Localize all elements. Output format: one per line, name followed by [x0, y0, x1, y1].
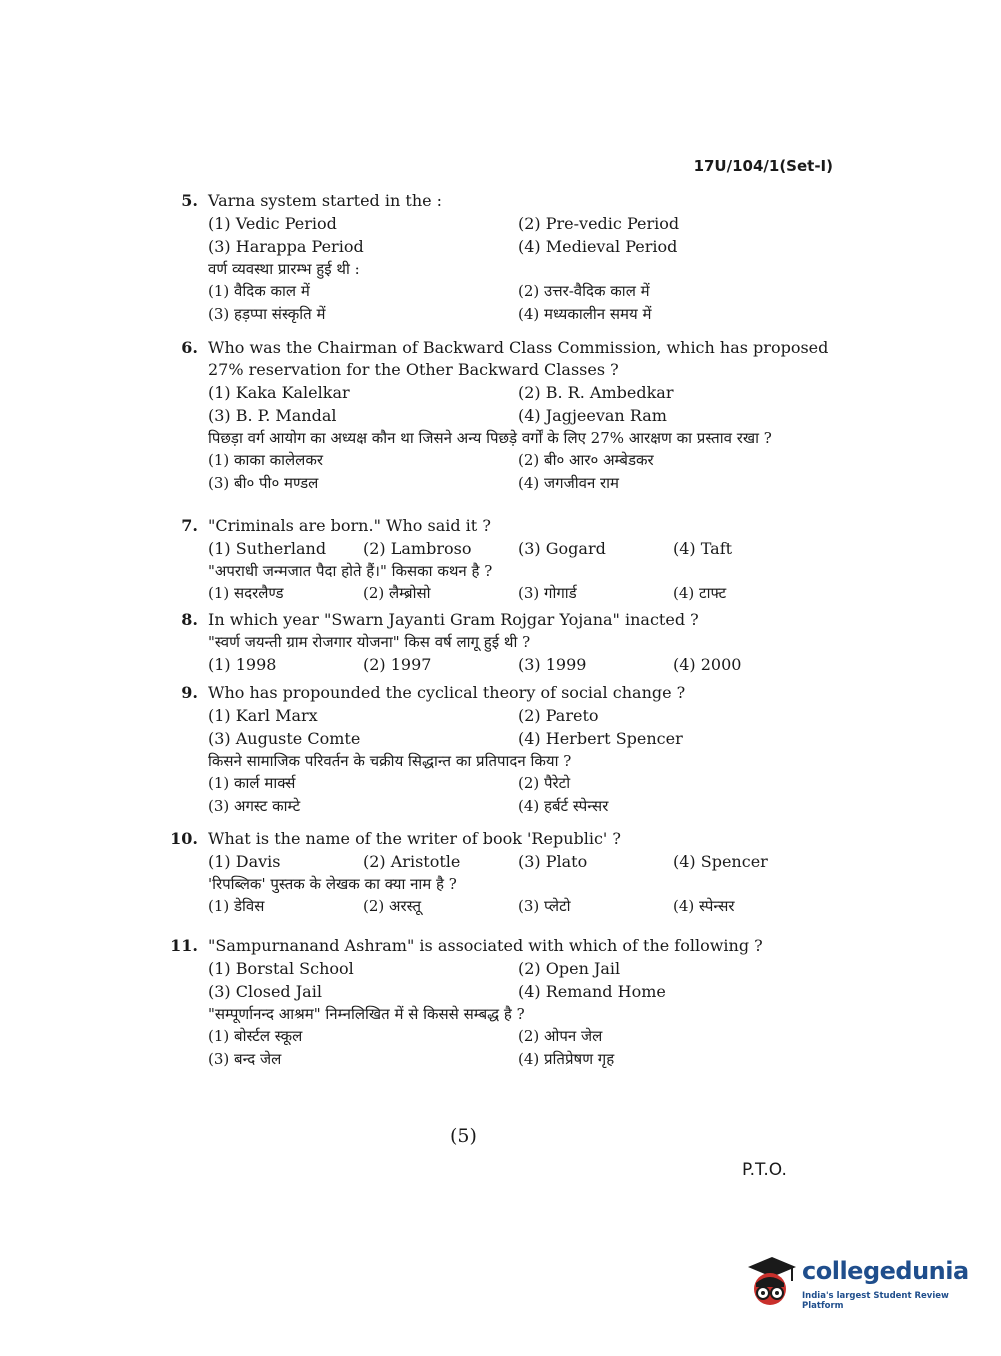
- option: (2) 1997: [363, 655, 432, 674]
- question-number: 10.: [170, 829, 198, 848]
- option: (3) Plato: [518, 852, 588, 871]
- options-hi: [208, 1025, 838, 1071]
- question-number: 6.: [181, 338, 198, 357]
- option: (3) 1999: [518, 655, 587, 674]
- option: (2) बी० आर० अम्बेडकर: [518, 451, 654, 469]
- question-6: [158, 337, 838, 495]
- options-hi: [208, 280, 838, 326]
- question-7: [158, 515, 838, 605]
- question-8: [158, 609, 838, 676]
- options: [208, 653, 838, 676]
- option: (1) सदरलैण्ड: [208, 584, 284, 602]
- question-text-hi: पिछड़ा वर्ग आयोग का अध्यक्ष कौन था जिसने अन्य पिछड़े वर्गों के लिए 27% आरक्षण का प्रस्ताव रखा ?: [208, 429, 772, 447]
- option: (3) गोगार्ड: [518, 584, 577, 602]
- question-text-en: Who was the Chairman of Backward Class Commission, which has proposed 27% reservation for the Other Backward Classes ?: [208, 338, 829, 379]
- option: (1) Kaka Kalelkar: [208, 383, 350, 402]
- option: (2) अरस्तू: [363, 897, 421, 915]
- question-text-en: "Criminals are born." Who said it ?: [208, 516, 491, 535]
- brand-tagline: India's largest Student Review Platform: [802, 1291, 949, 1311]
- option: (2) B. R. Ambedkar: [518, 383, 674, 402]
- options-hi: [208, 582, 838, 605]
- question-5: [158, 190, 838, 326]
- option: (1) कार्ल मार्क्स: [208, 774, 296, 792]
- question-9: [158, 682, 838, 818]
- options-en: [208, 212, 838, 258]
- options-hi: [208, 449, 838, 495]
- option: (3) Harappa Period: [208, 237, 364, 256]
- option: (2) पैरेटो: [518, 774, 571, 792]
- question-number: 9.: [181, 683, 198, 702]
- option: (4) 2000: [673, 655, 742, 674]
- option: (4) Spencer: [673, 852, 768, 871]
- option: (1) वैदिक काल में: [208, 282, 310, 300]
- question-text-en: In which year "Swarn Jayanti Gram Rojgar Yojana" inacted ?: [208, 610, 699, 629]
- question-text-en: Varna system started in the :: [208, 191, 443, 210]
- option: (3) प्लेटो: [518, 897, 571, 915]
- options-en: [208, 957, 838, 1003]
- question-text-hi: "स्वर्ण जयन्ती ग्राम रोजगार योजना" किस वर्ष लागू हुई थी ?: [208, 633, 531, 651]
- question-10: [158, 828, 838, 918]
- question-text-hi: वर्ण व्यवस्था प्रारम्भ हुई थी :: [208, 260, 360, 278]
- option: (4) Taft: [673, 539, 733, 558]
- option: (1) Borstal School: [208, 959, 354, 978]
- option: (2) Lambroso: [363, 539, 472, 558]
- option: (3) Auguste Comte: [208, 729, 361, 748]
- question-number: 5.: [181, 191, 198, 210]
- option: (3) Gogard: [518, 539, 606, 558]
- option: (3) हड़प्पा संस्कृति में: [208, 305, 326, 323]
- option: (4) Medieval Period: [518, 237, 678, 256]
- option: (4) स्पेन्सर: [673, 897, 735, 915]
- option: (2) Open Jail: [518, 959, 621, 978]
- options-en: [208, 381, 838, 427]
- option: (4) टाफ्ट: [673, 584, 727, 602]
- options-en: [208, 537, 838, 560]
- option: (1) Karl Marx: [208, 706, 318, 725]
- option: (4) प्रतिप्रेषण गृह: [518, 1050, 615, 1068]
- option: (1) 1998: [208, 655, 277, 674]
- option: (3) बन्द जेल: [208, 1050, 282, 1068]
- option: (1) Davis: [208, 852, 281, 871]
- question-text-en: Who has propounded the cyclical theory of social change ?: [208, 683, 686, 702]
- page-number: (5): [450, 1125, 477, 1147]
- collegedunia-logo-icon: [742, 1253, 798, 1313]
- option: (4) Remand Home: [518, 982, 666, 1001]
- question-text-en: "Sampurnanand Ashram" is associated with which of the following ?: [208, 936, 763, 955]
- pto-label: P.T.O.: [742, 1160, 787, 1180]
- option: (1) बोर्स्टल स्कूल: [208, 1027, 303, 1045]
- question-text-hi: "सम्पूर्णानन्द आश्रम" निम्नलिखित में से किससे सम्बद्ध है ?: [208, 1005, 525, 1023]
- option: (3) अगस्ट काम्टे: [208, 797, 301, 815]
- options-en: [208, 704, 838, 750]
- option: (1) Vedic Period: [208, 214, 337, 233]
- question-number: 7.: [181, 516, 198, 535]
- question-text-hi: "अपराधी जन्मजात पैदा होते हैं।" किसका कथन है ?: [208, 562, 493, 580]
- option: (2) Pareto: [518, 706, 599, 725]
- options-hi: [208, 895, 838, 918]
- question-text-hi: 'रिपब्लिक' पुस्तक के लेखक का क्या नाम है ?: [208, 875, 457, 893]
- option: (2) Aristotle: [363, 852, 461, 871]
- option: (2) उत्तर-वैदिक काल में: [518, 282, 650, 300]
- question-number: 11.: [170, 936, 198, 955]
- question-number: 8.: [181, 610, 198, 629]
- option: (1) Sutherland: [208, 539, 327, 558]
- option: (3) Closed Jail: [208, 982, 322, 1001]
- brand-name: collegedunia: [802, 1257, 969, 1285]
- option: (4) मध्यकालीन समय में: [518, 305, 652, 323]
- option: (2) लैम्ब्रोसो: [363, 584, 431, 602]
- question-text-hi: किसने सामाजिक परिवर्तन के चक्रीय सिद्धान्त का प्रतिपादन किया ?: [208, 752, 572, 770]
- option: (4) जगजीवन राम: [518, 474, 620, 492]
- option: (1) डेविस: [208, 897, 265, 915]
- option: (3) बी० पी० मण्डल: [208, 474, 319, 492]
- question-text-en: What is the name of the writer of book 'Republic' ?: [208, 829, 621, 848]
- question-11: [158, 935, 838, 1071]
- collegedunia-brand[interactable]: [742, 1253, 972, 1313]
- option: (4) Jagjeevan Ram: [518, 406, 667, 425]
- paper-code: 17U/104/1(Set-I): [693, 157, 833, 175]
- option: (2) Pre-vedic Period: [518, 214, 680, 233]
- option: (4) Herbert Spencer: [518, 729, 683, 748]
- option: (2) ओपन जेल: [518, 1027, 603, 1045]
- option: (1) काका कालेलकर: [208, 451, 323, 469]
- option: (3) B. P. Mandal: [208, 406, 337, 425]
- options-hi: [208, 772, 838, 818]
- option: (4) हर्बर्ट स्पेन्सर: [518, 797, 609, 815]
- options-en: [208, 850, 838, 873]
